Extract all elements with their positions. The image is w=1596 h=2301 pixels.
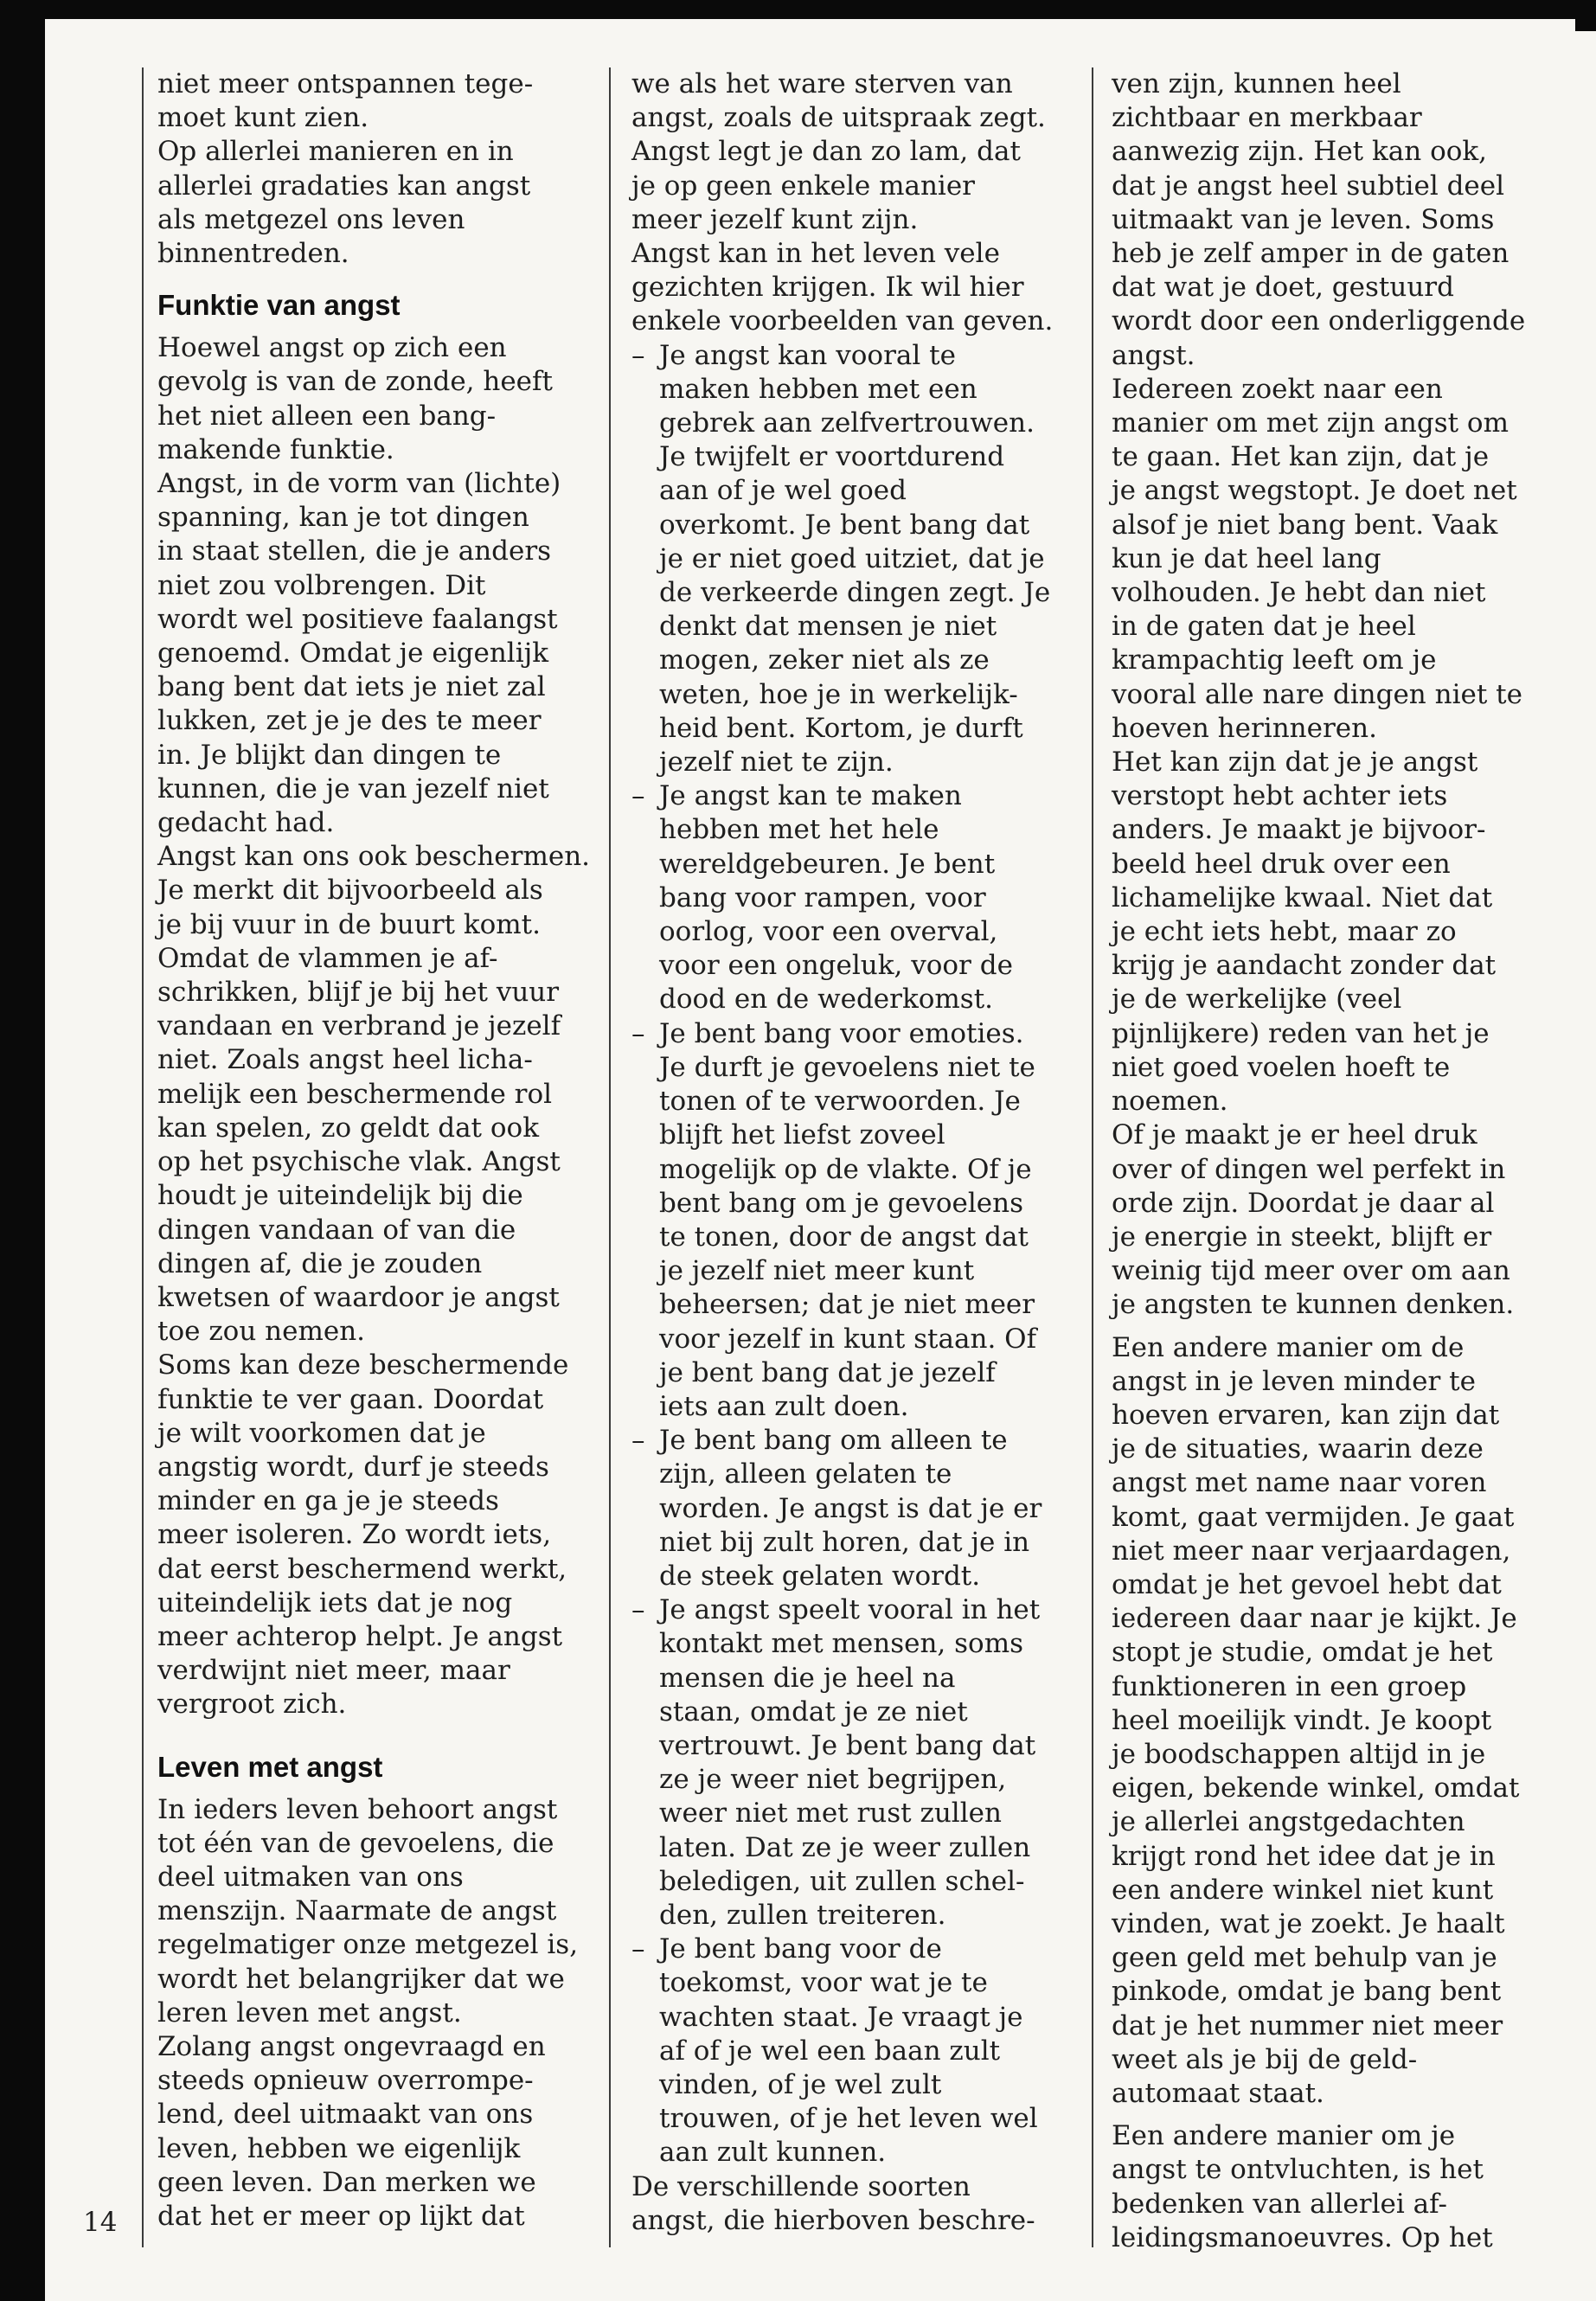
scan-corner-border [1575, 0, 1596, 31]
list-item: – Je angst kan te maken hebben met het hele wereldgebeuren. Je bent bang voor rampen, voor oorlog, voor een overval, voor een ongeluk, voor de dood en de wederkomst. [631, 780, 1013, 1016]
paragraph: Op allerlei manieren en in allerlei gradaties kan angst als metgezel ons leven binnentreden. [157, 136, 531, 270]
paragraph: Het kan zijn dat je je angst verstopt hebt achter iets anders. Je maakt je bijvoor- beeld heel druk over een lichamelijke kwaal. Niet dat je echt iets hebt, maar zo krijg je aandacht zonder dat je de werkelijke (veel pijnlijkere) reden van het je niet goed voelen hoeft te noemen. [1112, 747, 1497, 1118]
dash-marker: – [631, 1017, 645, 1049]
list-item: – Je bent bang voor emoties. Je durft je gevoelens niet te tonen of te verwoorden. Je blijft het liefst zoveel mogelijk op de vlakte. Of je bent bang om je gevoelens te tonen, door de angst dat je jezelf niet meer kunt beheersen; dat je niet meer voor jezelf in kunt staan. Of je bent bang dat je jezelf iets aan zult doen. [631, 1017, 1037, 1422]
paragraph: In ieders leven behoort angst tot één van de gevoelens, die deel uitmaken van ons menszijn. Naarmate de angst regelmatiger onze metgezel is, wordt het belangrijker dat we leren leven met angst. [157, 1793, 579, 2029]
scan-top-border [0, 0, 1596, 19]
list-item: – Je angst speelt vooral in het kontakt met mensen, soms mensen die je heel na staan, omdat je ze niet vertrouwt. Je bent bang dat ze je weer niet begrijpen, weer niet met rust zullen laten. Dat ze je weer zullen beledigen, uit zullen schel- den, zullen treiteren. [631, 1594, 1041, 1931]
list-item: – Je bent bang voor de toekomst, voor wat je te wachten staat. Je vraagt je af of je wel een baan zult vinden, of je wel zult trouwen, of je het leven wel aan zult kunnen. [631, 1933, 1038, 2169]
paragraph: Angst kan in het leven vele gezichten krijgen. Ik wil hier enkele voorbeelden van geven. [631, 238, 1054, 337]
list-item: – Je angst kan vooral te maken hebben met een gebrek aan zelfvertrouwen. Je twijfelt er voortdurend aan of je wel goed overkomt. Je bent bang dat je er niet goed uitziet, dat je de verkeerde dingen zegt. Je denkt dat mensen je niet mogen, zeker niet als ze weten, hoe je in werkelijk- heid bent. Kortom, je durft jezelf niet te zijn. [631, 339, 1051, 779]
paragraph: Iedereen zoekt naar een manier om met zijn angst om te gaan. Het kan zijn, dat je je angst wegstopt. Je doet net alsof je niet bang bent. Vaak kun je dat heel lang volhouden. Je hebt dan niet in de gaten dat je heel krampachtig leeft om je vooral alle nare dingen niet te hoeven herinneren. [1112, 373, 1522, 744]
column-rule-3 [1092, 67, 1093, 2247]
section-heading-funktie: Funktie van angst [157, 289, 401, 322]
page-number: 14 [83, 2207, 118, 2238]
column-rule-1 [142, 67, 144, 2247]
text-column-2 [631, 67, 1081, 2238]
paragraph: Hoewel angst op zich een gevolg is van de zonde, heeft het niet alleen een bang- makende funktie. [157, 332, 553, 465]
text-column-1 [157, 67, 590, 2234]
paragraph: ven zijn, kunnen heel zichtbaar en merkbaar aanwezig zijn. Het kan ook, dat je angst heel subtiel deel uitmaakt van je leven. Soms heb je zelf amper in de gaten dat wat je doet, gestuurd wordt door een onderliggende angst. [1112, 68, 1526, 371]
paragraph: De verschillende soorten angst, die hierboven beschre- [631, 2170, 1035, 2236]
paragraph: we als het ware sterven van angst, zoals de uitspraak zegt. Angst legt je dan zo lam, dat je op geen enkele manier meer jezelf kunt zijn. [631, 68, 1046, 235]
dash-marker: – [631, 1425, 645, 1457]
paragraph: Soms kan deze beschermende funktie te ver gaan. Doordat je wilt voorkomen dat je angstig wordt, durf je steeds minder en ga je je steeds meer isoleren. Zo wordt iets, dat eerst beschermend werkt, uiteindelijk iets dat je nog meer achterop helpt. Je angst verdwijnt niet meer, maar vergroot zich. [157, 1349, 569, 1721]
paragraph: Of je maakt je er heel druk over of dingen wel perfekt in orde zijn. Doordat je daar al je energie in steekt, blijft er weinig tijd meer over om aan je angsten te kunnen denken. [1112, 1119, 1515, 1321]
section-heading-leven: Leven met angst [157, 1750, 383, 1783]
dash-marker: – [631, 780, 645, 812]
column-rule-2 [609, 67, 611, 2247]
dash-marker: – [631, 1933, 645, 1965]
paragraph: niet meer ontspannen tege- moet kunt zien. [157, 68, 534, 134]
paragraph: Zolang angst ongevraagd en steeds opnieuw overrompe- lend, deel uitmaakt van ons leven, hebben we eigenlijk geen leven. Dan merken we dat het er meer op lijkt dat [157, 2030, 546, 2232]
list-item: – Je bent bang om alleen te zijn, alleen gelaten te worden. Je angst is dat je er niet bij zult horen, dat je in de steek gelaten wordt. [631, 1425, 1042, 1592]
scan-left-border [0, 0, 45, 2301]
paragraph: Angst, in de vorm van (lichte) spanning, kan je tot dingen in staat stellen, die je anders niet zou volbrengen. Dit wordt wel positieve faalangst genoemd. Omdat je eigenlijk bang bent dat iets je niet zal lukken, zet je je des te meer in. Je blijkt dan dingen te kunnen, die je van jezelf niet gedacht had. [157, 468, 561, 839]
paragraph: Een andere manier om de angst in je leven minder te hoeven ervaren, kan zijn dat je de situaties, waarin deze angst met name naar voren komt, gaat vermijden. Je gaat niet meer naar verjaardagen, omdat je het gevoel hebt dat iedereen daar naar je kijkt. Je stopt je studie, omdat je het funktioneren in een groep heel moeilijk vindt. Je koopt je boodschappen altijd in je eigen, bekende winkel, omdat je allerlei angstgedachten krijgt rond het idee dat je in een andere winkel niet kunt vinden, wat je zoekt. Je haalt geen geld met behulp van je pinkode, omdat je bang bent dat je het nummer niet meer weet als je bij de geld- automaat staat. [1112, 1331, 1520, 2109]
text-column-3 [1112, 67, 1548, 2255]
paragraph: Angst kan ons ook beschermen. Je merkt dit bijvoorbeeld als je bij vuur in de buurt komt. Omdat de vlammen je af- schrikken, blijf je bij het vuur vandaan en verbrand je jezelf niet. Zoals angst heel licha- melijk een beschermende rol kan spelen, zo geldt dat ook op het psychische vlak. Angst houdt je uiteindelijk bij die dingen vandaan of van die dingen af, die je zouden kwetsen of waardoor je angst toe zou nemen. [157, 841, 591, 1348]
dash-marker: – [631, 339, 645, 371]
paragraph: Een andere manier om je angst te ontvluchten, is het bedenken van allerlei af- leidingsmanoeuvres. Op het [1112, 2120, 1493, 2253]
dash-marker: – [631, 1594, 645, 1626]
